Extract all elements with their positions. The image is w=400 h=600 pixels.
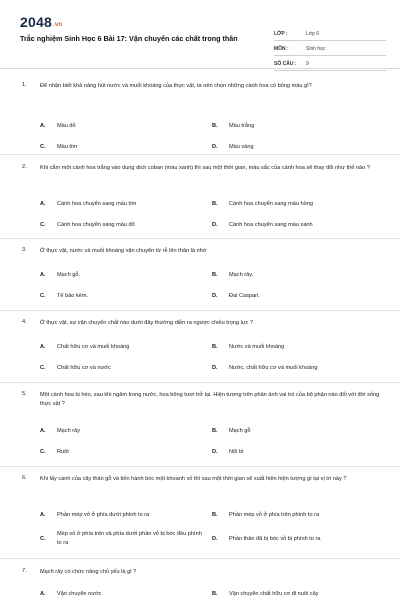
option-letter: D.	[212, 536, 218, 542]
option-text: Phần thân đã bị bóc vỏ bị phình to ra	[229, 536, 321, 542]
option-text: Cánh hoa chuyển sang màu tím	[57, 201, 137, 207]
page-title: Trắc nghiệm Sinh Học 6 Bài 17: Vận chuyển các chất trong thân	[20, 34, 238, 43]
option-text: Cánh hoa chuyển sang màu đỏ	[57, 222, 135, 228]
question-text: Ở thực vật, sự vận chuyển chất nào dưới đây thường diễn ra ngược chiều trọng lực ?	[40, 320, 254, 326]
option-letter: A.	[40, 344, 46, 350]
logo-suffix: .vn	[52, 22, 63, 28]
option-letter: A.	[40, 272, 46, 278]
option-text: Màu trắng	[229, 123, 255, 129]
question-text: Ở thực vật, nước và muối khoáng vận chuyển từ rễ lên thân là nhờ	[40, 248, 207, 254]
question-text: Mạch rây có chức năng chủ yếu là gì ?	[40, 569, 137, 575]
option-text: Màu tím	[57, 144, 78, 150]
option-letter: A.	[40, 591, 46, 597]
header-divider	[0, 68, 400, 69]
option-text: Mạch rây.	[229, 272, 254, 278]
meta-count-label: SỐ CÂU :	[274, 61, 297, 67]
question-number: 1.	[22, 82, 27, 88]
option-text: Ruột	[57, 449, 69, 455]
option-letter: B.	[212, 272, 218, 278]
option-letter: B.	[212, 591, 218, 597]
question-number: 5.	[22, 391, 27, 397]
option-text: Màu vàng	[229, 144, 254, 150]
option-text: Nước, chất hữu cơ và muối khoáng	[229, 365, 318, 371]
option-text: Nội bì	[229, 449, 244, 455]
option-letter: D.	[212, 144, 218, 150]
question-number: 2.	[22, 164, 27, 170]
option-letter: A.	[40, 512, 46, 518]
option-text: Phần mép vỏ ở phía trên phình to ra	[229, 512, 320, 518]
question-divider	[0, 466, 400, 467]
question-divider	[0, 238, 400, 239]
meta-count-value: 9	[306, 61, 309, 67]
meta-class-row	[274, 26, 386, 41]
option-text: Chất hữu cơ và muối khoáng	[57, 344, 130, 350]
option-letter: A.	[40, 201, 46, 207]
option-text: Cánh hoa chuyển sang màu xanh	[229, 222, 313, 228]
question-number: 3.	[22, 247, 27, 253]
meta-class-value: Lớp 6	[306, 31, 320, 37]
question-text: Một cành hoa bị héo, sau khi ngâm trong nước, hoa bông tươi trở lại. Hiện tượng trên phản ánh vai trò của bộ phận nào đối với đời sống thực vật ?	[40, 392, 380, 408]
option-letter: D.	[212, 222, 218, 228]
option-text: Tế bào kèm.	[57, 293, 89, 299]
option-letter: C.	[40, 293, 46, 299]
option-text: Mạch gỗ.	[57, 272, 81, 278]
option-letter: D.	[212, 365, 218, 371]
option-letter: B.	[212, 123, 218, 129]
meta-subject-label: MÔN :	[274, 46, 289, 52]
option-text: Phần mép vỏ ở phía dưới phình to ra	[57, 512, 150, 518]
option-letter: C.	[40, 144, 46, 150]
option-letter: B.	[212, 512, 218, 518]
option-letter: A.	[40, 123, 46, 129]
question-number: 7.	[22, 568, 27, 574]
option-letter: C.	[40, 536, 46, 542]
option-text: Đai Caspari.	[229, 293, 260, 299]
option-text: Mạch rây	[57, 428, 81, 434]
worksheet-header	[20, 14, 385, 68]
option-text: Mạch gỗ	[229, 428, 251, 434]
question-divider	[0, 154, 400, 155]
option-text: Mép vỏ ở phía trên và phía dưới phần vỏ bị bóc đều phình to ra	[57, 531, 202, 546]
question-number: 4.	[22, 319, 27, 325]
question-text: Khi cắm một cành hoa trắng vào dung dịch coban (màu xanh) thì sau một thời gian, màu sắc của cánh hoa sẽ thay đổi như thế nào ?	[40, 165, 370, 171]
question-divider	[0, 310, 400, 311]
option-letter: D.	[212, 449, 218, 455]
option-text: Màu đỏ	[57, 123, 76, 129]
site-logo[interactable]	[20, 14, 62, 30]
question-divider	[0, 558, 400, 559]
option-letter: D.	[212, 293, 218, 299]
question-text: Khi lấy cành của cây thân gỗ và tiến hành bóc một khoanh vỏ thì sau một thời gian sẽ xuất hiện hiện tượng gì tại vị trí này ?	[40, 476, 347, 482]
option-text: Chất hữu cơ và nước	[57, 365, 111, 371]
option-letter: C.	[40, 365, 46, 371]
option-letter: B.	[212, 201, 218, 207]
meta-subject-value: Sinh học	[306, 46, 326, 52]
option-letter: C.	[40, 449, 46, 455]
option-letter: B.	[212, 428, 218, 434]
worksheet-meta	[274, 26, 386, 71]
meta-class-label: LỚP :	[274, 31, 288, 37]
question-number: 6.	[22, 475, 27, 481]
option-letter: C.	[40, 222, 46, 228]
option-letter: B.	[212, 344, 218, 350]
option-text: Vận chuyển nước	[57, 591, 102, 597]
option-text: Nước và muối khoáng	[229, 344, 285, 350]
logo-text: 2048	[20, 14, 52, 30]
meta-subject-row	[274, 41, 386, 56]
question-text: Để nhận biết khả năng hút nước và muối khoáng của thực vật, ta nên chọn những cành hoa có bông màu gì?	[40, 83, 312, 89]
option-text: Vận chuyển chất hữu cơ đi nuôi cây	[229, 591, 319, 597]
question-divider	[0, 382, 400, 383]
option-letter: A.	[40, 428, 46, 434]
option-text: Cánh hoa chuyển sang màu hồng	[229, 201, 313, 207]
